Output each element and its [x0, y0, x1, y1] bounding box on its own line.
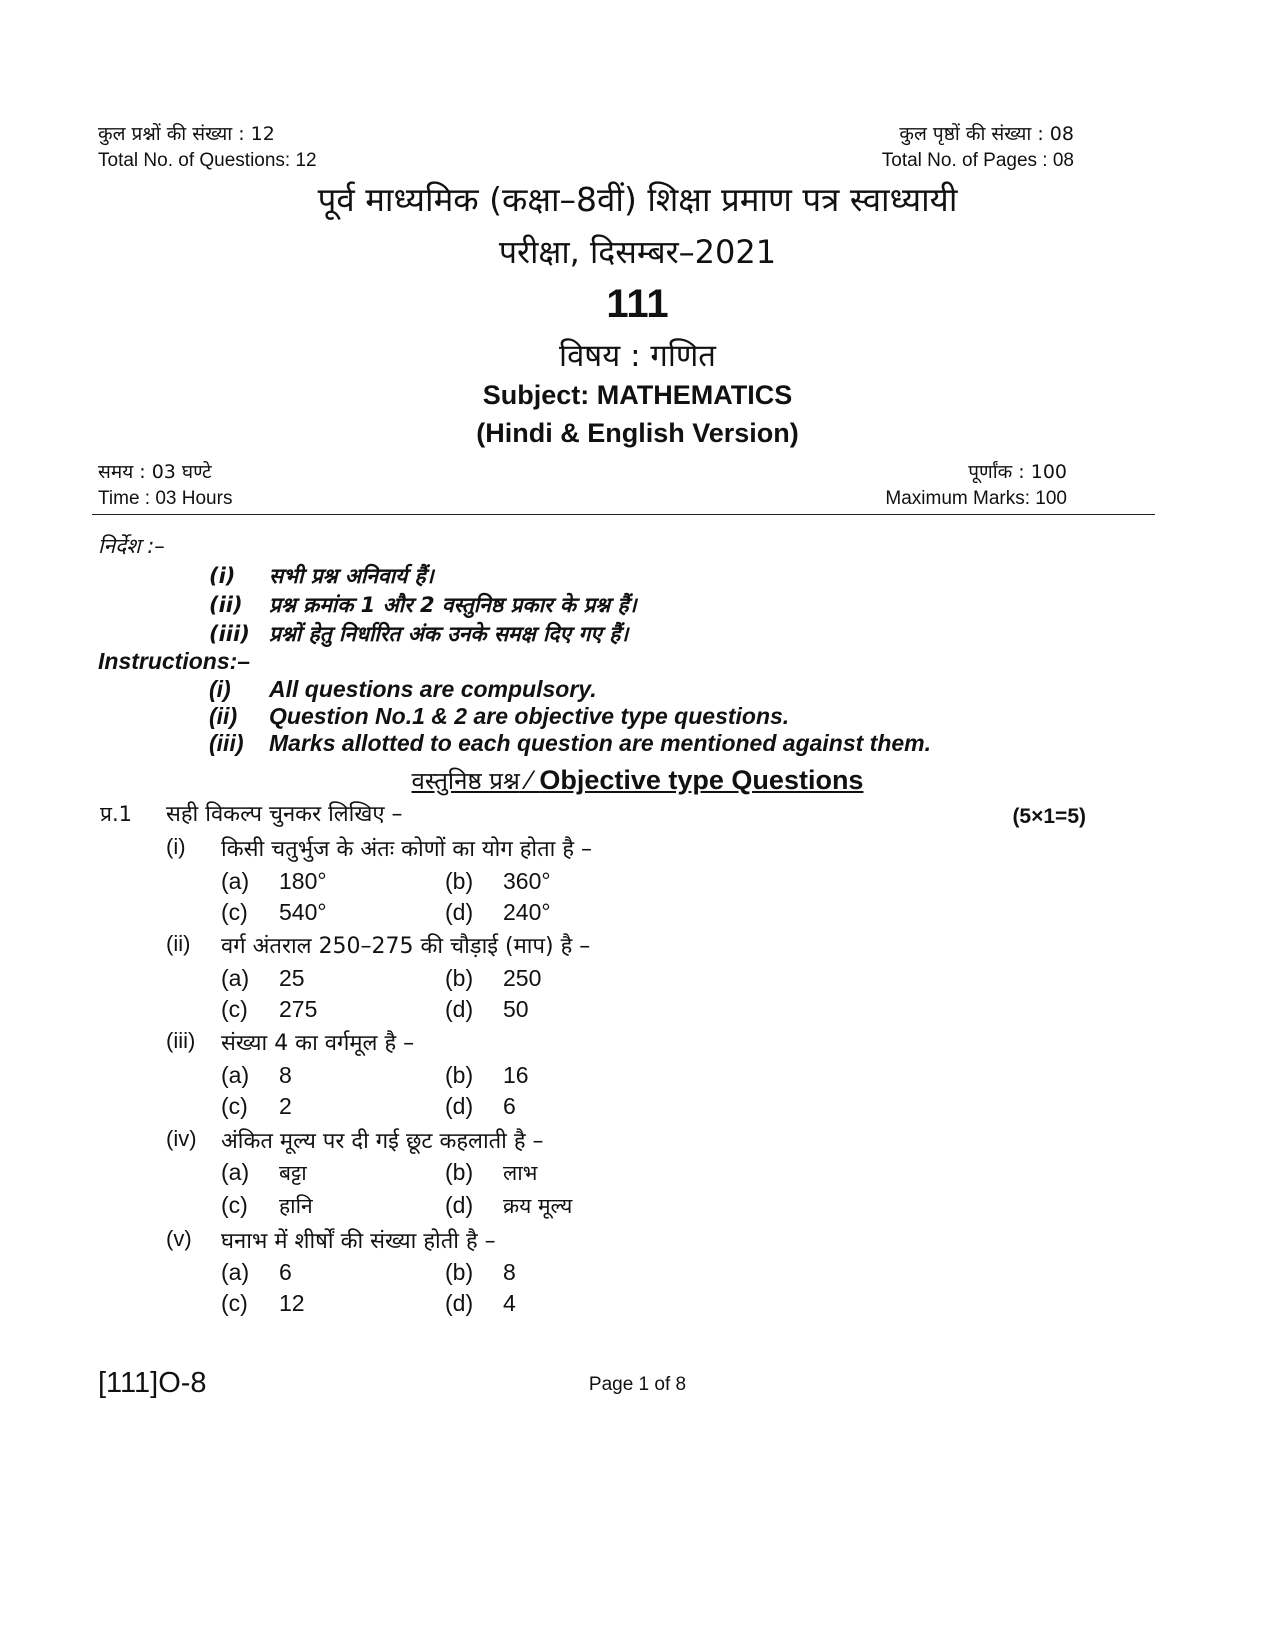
paper-code: 111 [606, 282, 669, 326]
total-pages-en: Total No. of Pages : 08 [881, 150, 1074, 171]
header-divider [92, 514, 1155, 515]
option-label: (b) [445, 1159, 474, 1185]
instruction-number: (iii) [209, 622, 250, 646]
instruction-text: Marks allotted to each question are mentioned against them. [269, 730, 932, 756]
option-label: (c) [221, 899, 248, 925]
option-a [221, 1259, 292, 1286]
instruction-en-3 [209, 730, 931, 757]
option-label: (d) [445, 1192, 474, 1218]
option-label: (a) [221, 965, 250, 991]
instruction-text: सभी प्रश्न अनिवार्य हैं। [269, 564, 434, 588]
option-label: (d) [445, 996, 474, 1022]
objective-heading-en: Objective type Questions [539, 765, 864, 795]
option-b [445, 965, 541, 992]
option-a [221, 965, 305, 992]
instruction-number: (i) [209, 676, 231, 702]
option-b [445, 1259, 516, 1286]
option-label: (a) [221, 1062, 250, 1088]
option-label: (c) [221, 1290, 248, 1316]
subject-en: Subject: MATHEMATICS [482, 380, 793, 410]
question-marks: (5×1=5) [1012, 805, 1086, 828]
subquestion-text: अंकित मूल्य पर दी गई छूट कहलाती है – [221, 1129, 544, 1154]
option-value: 275 [279, 996, 318, 1022]
option-label: (b) [445, 868, 474, 894]
footer-page-number: Page 1 of 8 [588, 1374, 687, 1395]
subquestion-text: संख्या 4 का वर्गमूल है – [221, 1031, 415, 1056]
subquestion-text: किसी चतुर्भुज के अंतः कोणों का योग होता है – [221, 837, 593, 862]
footer-paper-code: [111]O-8 [98, 1367, 207, 1399]
instruction-hi-3 [209, 620, 628, 648]
option-value: 8 [279, 1062, 292, 1088]
instructions-heading-hi: निर्देश :– [98, 534, 165, 558]
subquestion-number: (i) [166, 834, 186, 859]
instructions-heading-en: Instructions:– [98, 648, 251, 674]
option-b [445, 1159, 537, 1187]
option-b [445, 868, 551, 895]
option-label: (d) [445, 1290, 474, 1316]
option-c [221, 1290, 305, 1317]
option-c [221, 1192, 313, 1220]
option-label: (a) [221, 1159, 250, 1185]
subquestion-text: घनाभ में शीर्षों की संख्या होती है – [221, 1229, 496, 1254]
instruction-text: All questions are compulsory. [269, 676, 597, 702]
instruction-en-1 [209, 676, 597, 703]
subquestion-text: वर्ग अंतराल 250–275 की चौड़ाई (माप) है – [221, 934, 591, 959]
subquestion-number: (ii) [166, 931, 191, 956]
option-c [221, 1093, 292, 1120]
option-value: 8 [503, 1259, 516, 1285]
instruction-text: Question No.1 & 2 are objective type questions. [269, 703, 790, 729]
option-b [445, 1062, 529, 1089]
option-value: 50 [503, 996, 529, 1022]
instruction-hi-1 [209, 562, 434, 590]
instruction-text: प्रश्नों हेतु निर्धारित अंक उनके समक्ष दिए गए हैं। [269, 622, 629, 646]
subquestion-number: (v) [166, 1226, 192, 1251]
option-a [221, 1159, 307, 1187]
subquestion-number: (iii) [166, 1028, 196, 1053]
option-c [221, 899, 327, 926]
option-value: 16 [503, 1062, 529, 1088]
instruction-en-2 [209, 703, 789, 730]
option-value: क्रय मूल्य [503, 1194, 573, 1218]
option-label: (b) [445, 1259, 474, 1285]
option-value: हानि [279, 1194, 313, 1218]
max-marks-en: Maximum Marks: 100 [885, 488, 1067, 509]
option-c [221, 996, 317, 1023]
question-text: सही विकल्प चुनकर लिखिए – [166, 802, 403, 827]
option-label: (d) [445, 899, 474, 925]
option-label: (a) [221, 1259, 250, 1285]
time-hi: समय : 03 घण्टे [98, 461, 212, 483]
max-marks-hi: पूर्णांक : 100 [968, 461, 1067, 483]
option-value: लाभ [503, 1161, 538, 1185]
option-value: 240° [503, 899, 551, 925]
option-value: 540° [279, 899, 327, 925]
option-label: (c) [221, 996, 248, 1022]
option-label: (b) [445, 965, 474, 991]
instruction-number: (ii) [209, 703, 238, 729]
objective-heading-hi: वस्तुनिष्ठ प्रश्न [411, 767, 520, 795]
instruction-number: (ii) [209, 593, 243, 617]
option-value: बट्टा [279, 1161, 307, 1185]
option-label: (c) [221, 1093, 248, 1119]
option-value: 180° [279, 868, 327, 894]
option-value: 25 [279, 965, 305, 991]
option-label: (b) [445, 1062, 474, 1088]
instruction-number: (i) [209, 564, 236, 588]
objective-heading-separator: ⁄ [519, 765, 540, 795]
option-a [221, 868, 327, 895]
option-label: (a) [221, 868, 250, 894]
subquestion-number: (iv) [166, 1126, 197, 1151]
option-value: 6 [503, 1093, 516, 1119]
option-value: 360° [503, 868, 551, 894]
option-value: 6 [279, 1259, 292, 1285]
option-a [221, 1062, 292, 1089]
option-value: 2 [279, 1093, 292, 1119]
option-value: 250 [503, 965, 542, 991]
time-en: Time : 03 Hours [98, 488, 233, 509]
option-d [445, 1093, 516, 1120]
instruction-hi-2 [209, 591, 637, 619]
total-questions-hi: कुल प्रश्नों की संख्या : 12 [98, 123, 275, 145]
objective-heading [0, 764, 1275, 797]
instruction-number: (iii) [209, 730, 244, 756]
option-value: 4 [503, 1290, 516, 1316]
instruction-text: प्रश्न क्रमांक 1 और 2 वस्तुनिष्ठ प्रकार के प्रश्न हैं। [269, 593, 637, 617]
subject-hi: विषय : गणित [559, 338, 716, 374]
exam-title-line1: पूर्व माध्यमिक (कक्षा–8वीं) शिक्षा प्रमाण पत्र स्वाध्यायी [317, 180, 958, 219]
version-label: (Hindi & English Version) [476, 418, 799, 448]
option-value: 12 [279, 1290, 305, 1316]
option-d [445, 1290, 516, 1317]
option-d [445, 899, 551, 926]
option-label: (d) [445, 1093, 474, 1119]
total-pages-hi: कुल पृष्ठों की संख्या : 08 [899, 123, 1074, 145]
question-number: प्र.1 [100, 802, 132, 826]
option-d [445, 1192, 572, 1220]
option-label: (c) [221, 1192, 248, 1218]
total-questions-en: Total No. of Questions: 12 [98, 150, 317, 171]
exam-title-line2: परीक्षा, दिसम्बर–2021 [498, 233, 777, 271]
option-d [445, 996, 529, 1023]
